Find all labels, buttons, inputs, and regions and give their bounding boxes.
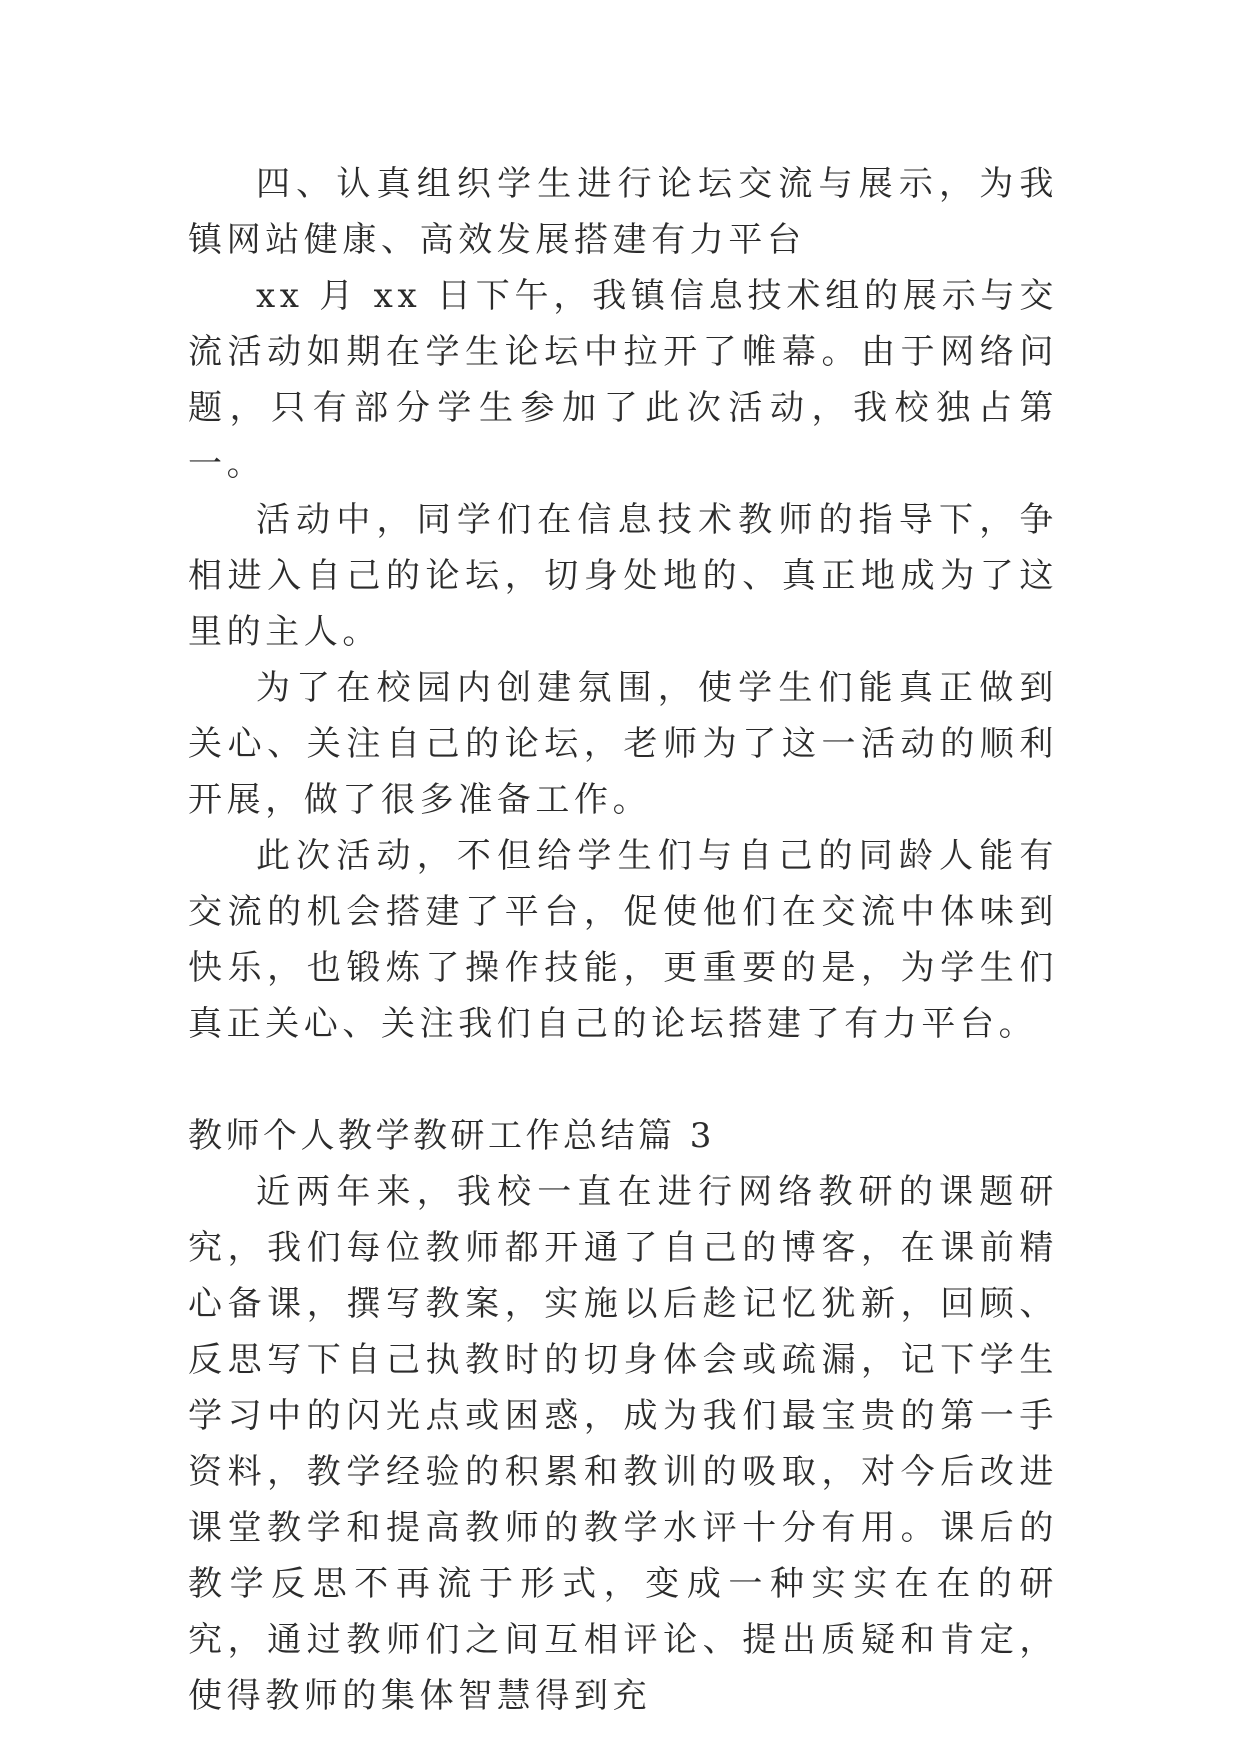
activity-outcome-paragraph: 此次活动，不但给学生们与自己的同龄人能有交流的机会搭建了平台，促使他们在交流中体味到快乐，也锻炼了操作技能，更重要的是，为学生们真正关心、关注我们自己的论坛搭建了有力平台。 bbox=[188, 836, 1058, 1044]
activity-paragraph: 活动中，同学们在信息技术教师的指导下，争相进入自己的论坛，切身处地的、真正地成为了这里的主人。 bbox=[188, 500, 1058, 652]
network-research-paragraph: 近两年来，我校一直在进行网络教研的课题研究，我们每位教师都开通了自己的博客，在课前精心备课，撰写教案，实施以后趁记忆犹新，回顾、反思写下自己执教时的切身体会或疏漏，记下学生学习中的闪光点或困惑，成为我们最宝贵的第一手资料，教学经验的积累和教训的吸取，对今后改进课堂教学和提高教师的教学水评十分有用。课后的教学反思不再流于形式，变成一种实实在在的研究，通过教师们之间互相评论、提出质疑和肯定，使得教师的集体智慧得到充 bbox=[188, 1172, 1058, 1716]
section-four-title-paragraph: 四、认真组织学生进行论坛交流与展示，为我镇网站健康、高效发展搭建有力平台 bbox=[188, 164, 1058, 260]
section-heading: 教师个人教学教研工作总结篇 3 bbox=[188, 1116, 715, 1156]
document-body bbox=[188, 156, 1058, 1724]
event-date-paragraph: xx 月 xx 日下午，我镇信息技术组的展示与交流活动如期在学生论坛中拉开了帷幕。由于网络问题，只有部分学生参加了此次活动，我校独占第一。 bbox=[188, 276, 1058, 484]
atmosphere-paragraph: 为了在校园内创建氛围，使学生们能真正做到关心、关注自己的论坛，老师为了这一活动的顺利开展，做了很多准备工作。 bbox=[188, 668, 1058, 820]
